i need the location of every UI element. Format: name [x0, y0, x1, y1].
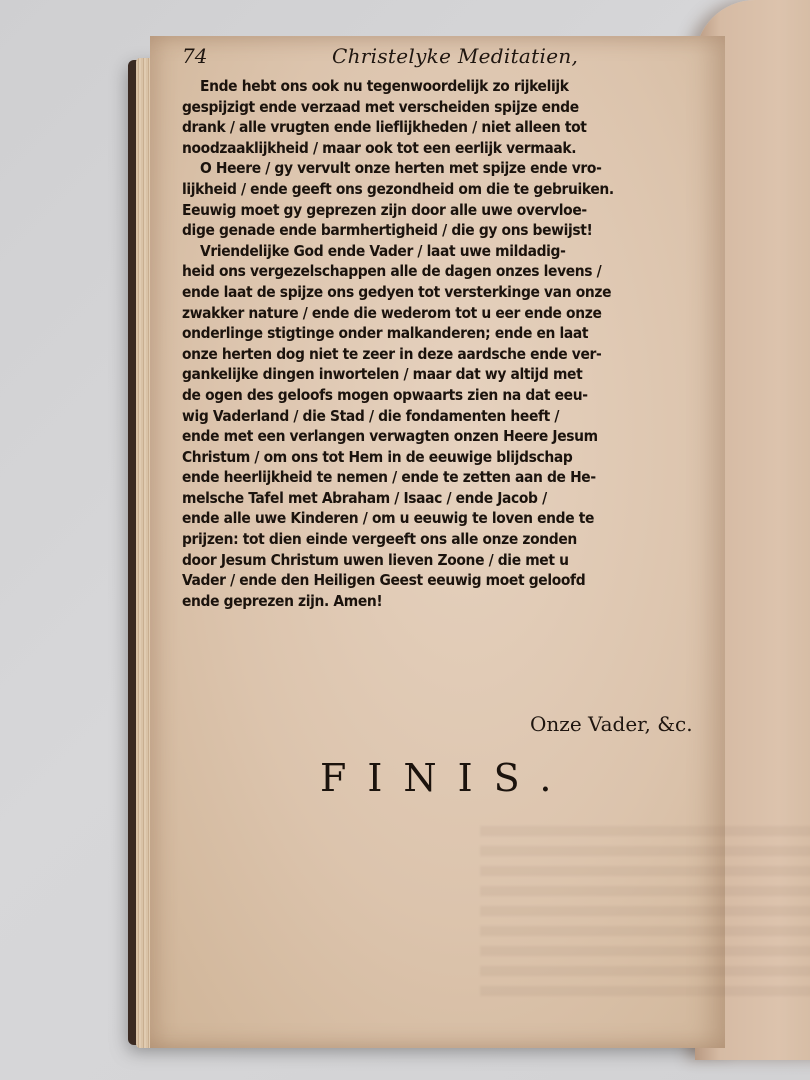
- running-head: [182, 44, 702, 70]
- text-line: ende geprezen zijn. Amen!: [182, 591, 383, 610]
- text-line: Eeuwig moet gy geprezen zijn door alle uwe overvloe-: [182, 200, 587, 219]
- text-line: gankelijke dingen inwortelen / maar dat wy altijd met: [182, 365, 583, 384]
- text-line: O Heere / gy vervult onze herten met spijze ende vro-: [200, 159, 602, 178]
- running-head-title: Christelyke Meditatien,: [332, 44, 579, 68]
- finis-heading: FINIS.: [320, 756, 573, 800]
- text-line: onderlinge stigtinge onder malkanderen; ende en laat: [182, 324, 589, 343]
- text-line: wig Vaderland / die Stad / die fondamenten heeft /: [182, 406, 560, 425]
- text-line: Ende hebt ons ook nu tegenwoordelijk zo rijkelijk: [200, 77, 569, 95]
- signoff-line: Onze Vader, &c.: [530, 712, 693, 736]
- text-line: Vader / ende den Heiligen Geest eeuwig moet geloofd: [182, 571, 586, 590]
- page-number: 74: [182, 44, 208, 68]
- text-line: zwakker nature / ende die wederom tot u eer ende onze: [182, 303, 602, 322]
- text-line: onze herten dog niet te zeer in deze aardsche ende ver-: [182, 344, 602, 363]
- text-line: prijzen: tot dien einde vergeeft ons alle onze zonden: [182, 530, 577, 549]
- text-line: drank / alle vrugten ende lieflijkheden / niet alleen tot: [182, 118, 587, 137]
- show-through-text: [480, 826, 810, 996]
- text-line: de ogen des geloofs mogen opwaarts zien na dat eeu-: [182, 385, 588, 404]
- text-line: door Jesum Christum uwen lieven Zoone / die met u: [182, 550, 569, 569]
- text-line: ende laat de spijze ons gedyen tot versterkinge van onze: [182, 282, 612, 301]
- text-line: ende heerlijkheid te nemen / ende te zetten aan de He-: [182, 468, 596, 487]
- text-line: ende alle uwe Kinderen / om u eeuwig te loven ende te: [182, 509, 595, 528]
- text-line: dige genade ende barmhertigheid / die gy ons bewijst!: [182, 221, 593, 240]
- text-line: lijkheid / ende geeft ons gezondheid om die te gebruiken.: [182, 179, 614, 198]
- text-line: melsche Tafel met Abraham / Isaac / ende Jacob /: [182, 488, 547, 507]
- text-line: ende met een verlangen verwagten onzen Heere Jesum: [182, 427, 598, 446]
- text-line: noodzaaklijkheid / maar ook tot een eerlijk vermaak.: [182, 138, 577, 157]
- text-line: heid ons vergezelschappen alle de dagen onzes levens /: [182, 262, 602, 281]
- body-text: [182, 76, 702, 611]
- text-line: gespijzigt ende verzaad met verscheiden spijze ende: [182, 97, 579, 116]
- text-line: Vriendelijke God ende Vader / laat uwe mildadig-: [200, 241, 566, 260]
- text-line: Christum / om ons tot Hem in de eeuwige blijdschap: [182, 447, 573, 466]
